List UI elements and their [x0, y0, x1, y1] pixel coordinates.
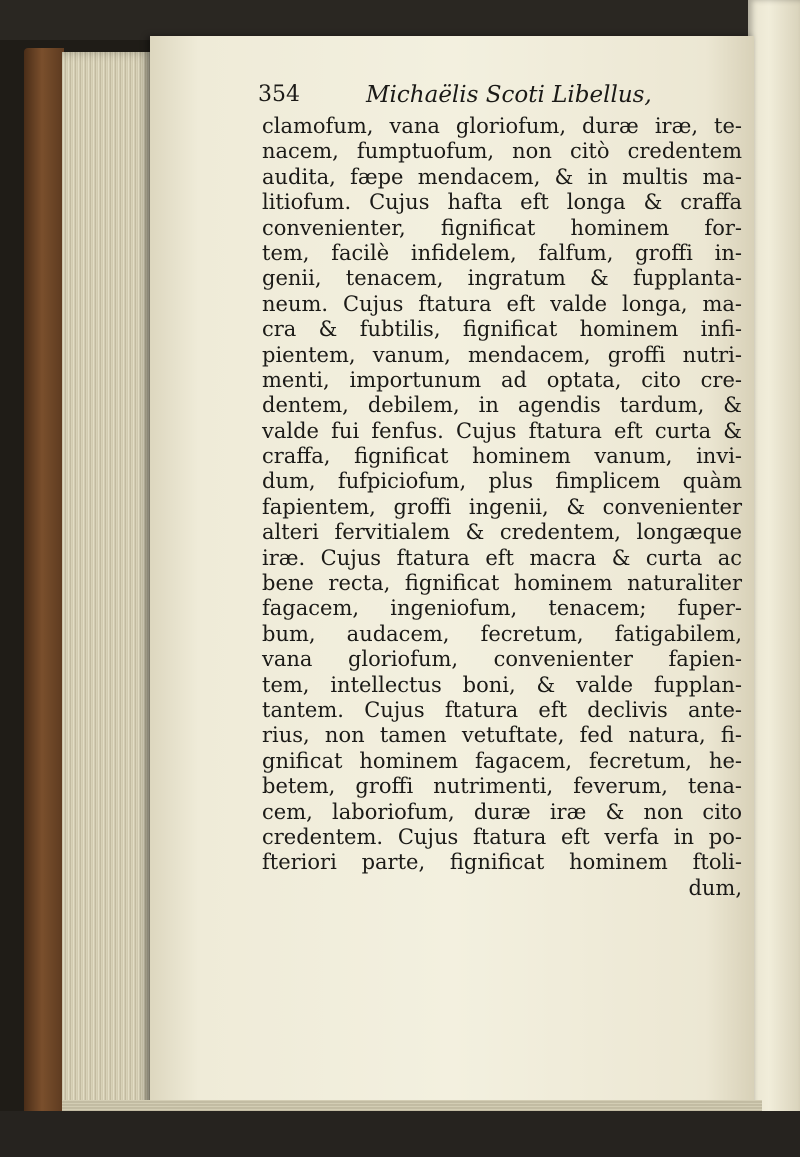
background-bottom [0, 1111, 800, 1157]
text-line: alteri fervitialem & credentem, longæque [262, 520, 742, 545]
text-line: clamofum, vana gloriofum, duræ iræ, te- [262, 114, 742, 138]
background-top [0, 0, 800, 40]
text-line: convenienter, fignificat hominem for- [262, 215, 742, 240]
text-line: fteriori parte, fignificat hominem ftoli- [262, 850, 742, 875]
text-line: vana gloriofum, convenienter fapien- [262, 647, 742, 672]
text-line: iræ. Cujus ftatura eft macra & curta ac [262, 545, 742, 570]
text-line: credentem. Cujus ftatura eft verfa in po- [262, 824, 742, 849]
text-line: nacem, fumptuofum, non citò credentem [262, 139, 742, 164]
text-line: bene recta, fignificat hominem naturaliter [262, 571, 742, 596]
text-line: dum, [688, 875, 742, 900]
text-line: tantem. Cujus ftatura eft declivis ante- [262, 697, 742, 722]
text-line: genii, tenacem, ingratum & fupplanta- [262, 266, 742, 291]
body-text [262, 114, 742, 901]
text-line: fagacem, ingeniofum, tenacem; fuper- [262, 596, 742, 621]
text-line: neum. Cujus ftatura eft valde longa, ma- [262, 291, 742, 316]
text-line: audita, fæpe mendacem, & in multis ma- [262, 164, 742, 189]
text-line: craffa, fignificat hominem vanum, invi- [262, 444, 742, 469]
text-line: tem, facilè infidelem, falfum, groffi in- [262, 240, 742, 265]
text-line: pientem, vanum, mendacem, groffi nutri- [262, 342, 742, 367]
text-line: cra & fubtilis, fignificat hominem infi- [262, 317, 742, 342]
page-number: 354 [258, 82, 300, 107]
text-line: dentem, debilem, in agendis tardum, & [262, 393, 742, 418]
text-line: gnificat hominem fagacem, fecretum, he- [262, 748, 742, 773]
text-line: fapientem, groffi ingenii, & convenienter [262, 494, 742, 519]
running-title: Michaëlis Scoti Libellus, [366, 82, 652, 108]
book-cover-spine [24, 48, 64, 1118]
facing-page-edge [748, 0, 800, 1130]
text-line: bum, audacem, fecretum, fatigabilem, [262, 621, 742, 646]
text-line: tem, intellectus boni, & valde fupplan- [262, 672, 742, 697]
text-line: cem, laboriofum, duræ iræ & non cito [262, 799, 742, 824]
text-line: litiofum. Cujus hafta eft longa & craffa [262, 190, 742, 215]
page-stack-left [62, 52, 152, 1120]
text-line: valde fui fenfus. Cujus ftatura eft curta & [262, 418, 742, 443]
text-line: dum, fufpiciofum, plus fimplicem quàm [262, 469, 742, 494]
text-line: rius, non tamen vetuftate, fed natura, fi- [262, 723, 742, 748]
text-line: betem, groffi nutrimenti, feverum, tena- [262, 774, 742, 799]
text-line: menti, importunum ad optata, cito cre- [262, 367, 742, 392]
